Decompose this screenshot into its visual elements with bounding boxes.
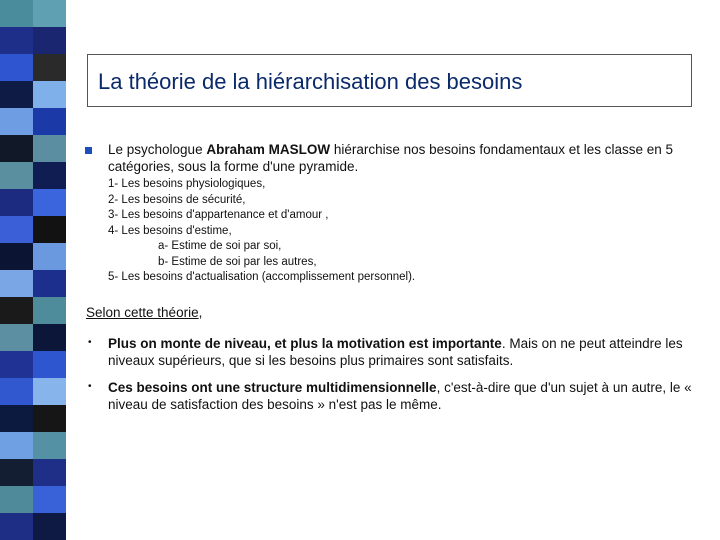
strip-block	[0, 324, 33, 351]
strip-block	[33, 378, 66, 405]
list-subitem: b- Estime de soi par les autres,	[158, 255, 317, 268]
decorative-color-strip	[0, 0, 66, 540]
intro-author-name: Abraham MASLOW	[206, 142, 331, 157]
intro-paragraph	[108, 141, 698, 175]
section-heading	[86, 305, 202, 320]
point-2-bold: Ces besoins ont une structure multidimensionnelle	[108, 380, 437, 395]
strip-block	[0, 108, 33, 135]
needs-list	[108, 177, 415, 286]
strip-block	[0, 54, 33, 81]
strip-block	[33, 432, 66, 459]
strip-block	[0, 297, 33, 324]
strip-block	[0, 0, 33, 27]
strip-column-right	[33, 0, 66, 540]
intro-text-post: hiérarchise nos besoins fondamentaux et les classe en 5 catégories, sous la forme d'une pyramide.	[108, 142, 674, 174]
strip-block	[0, 459, 33, 486]
strip-block	[33, 81, 66, 108]
strip-block	[0, 351, 33, 378]
strip-block	[0, 162, 33, 189]
strip-block	[33, 297, 66, 324]
strip-block	[0, 81, 33, 108]
point-2-rest: , c'est-à-dire que d'un sujet à un autre, le « niveau de satisfaction des besoins » n'est pas le même.	[108, 380, 692, 412]
strip-block	[33, 27, 66, 54]
point-1-bold: Plus on monte de niveau, et plus la motivation est importante	[108, 336, 502, 351]
strip-column-left	[0, 0, 33, 540]
strip-block	[33, 351, 66, 378]
strip-block	[33, 135, 66, 162]
strip-block	[33, 189, 66, 216]
strip-block	[0, 243, 33, 270]
bullet-dot-icon: •	[88, 381, 92, 392]
strip-block	[33, 162, 66, 189]
point-1	[108, 335, 706, 369]
strip-block	[0, 270, 33, 297]
strip-block	[33, 108, 66, 135]
section-heading-rest: ,	[198, 305, 203, 320]
strip-block	[33, 405, 66, 432]
strip-block	[33, 0, 66, 27]
list-item: 1- Les besoins physiologiques,	[108, 178, 266, 190]
slide-title: La théorie de la hiérarchisation des besoins	[98, 69, 523, 94]
list-item: 4- Les besoins d'estime,	[108, 224, 232, 237]
strip-block	[33, 54, 66, 81]
list-item: 5- Les besoins d'actualisation (accomplissement personnel).	[108, 271, 416, 283]
point-2	[108, 379, 706, 413]
strip-block	[0, 378, 33, 405]
strip-block	[33, 513, 66, 540]
strip-block	[0, 405, 33, 432]
strip-block	[0, 486, 33, 513]
strip-block	[0, 216, 33, 243]
strip-block	[33, 486, 66, 513]
strip-block	[0, 27, 33, 54]
bullet-dot-icon: •	[88, 337, 92, 348]
strip-block	[0, 513, 33, 540]
strip-block	[33, 324, 66, 351]
section-heading-underlined: Selon cette théorie	[86, 305, 199, 320]
list-subitem: a- Estime de soi par soi,	[158, 240, 282, 252]
square-bullet-icon	[85, 147, 92, 154]
strip-block	[33, 216, 66, 243]
strip-block	[33, 270, 66, 297]
list-item: 2- Les besoins de sécurité,	[108, 193, 246, 206]
strip-block	[0, 135, 33, 162]
intro-text-pre: Le psychologue	[108, 142, 207, 157]
strip-block	[33, 459, 66, 486]
strip-block	[0, 189, 33, 216]
strip-block	[0, 432, 33, 459]
title-box	[87, 54, 692, 107]
strip-block	[33, 243, 66, 270]
list-item: 3- Les besoins d'appartenance et d'amour ,	[108, 209, 329, 221]
point-1-rest: . Mais on ne peut atteindre les niveaux supérieurs, que si les besoins plus primaires sont satisfaits.	[108, 336, 683, 368]
